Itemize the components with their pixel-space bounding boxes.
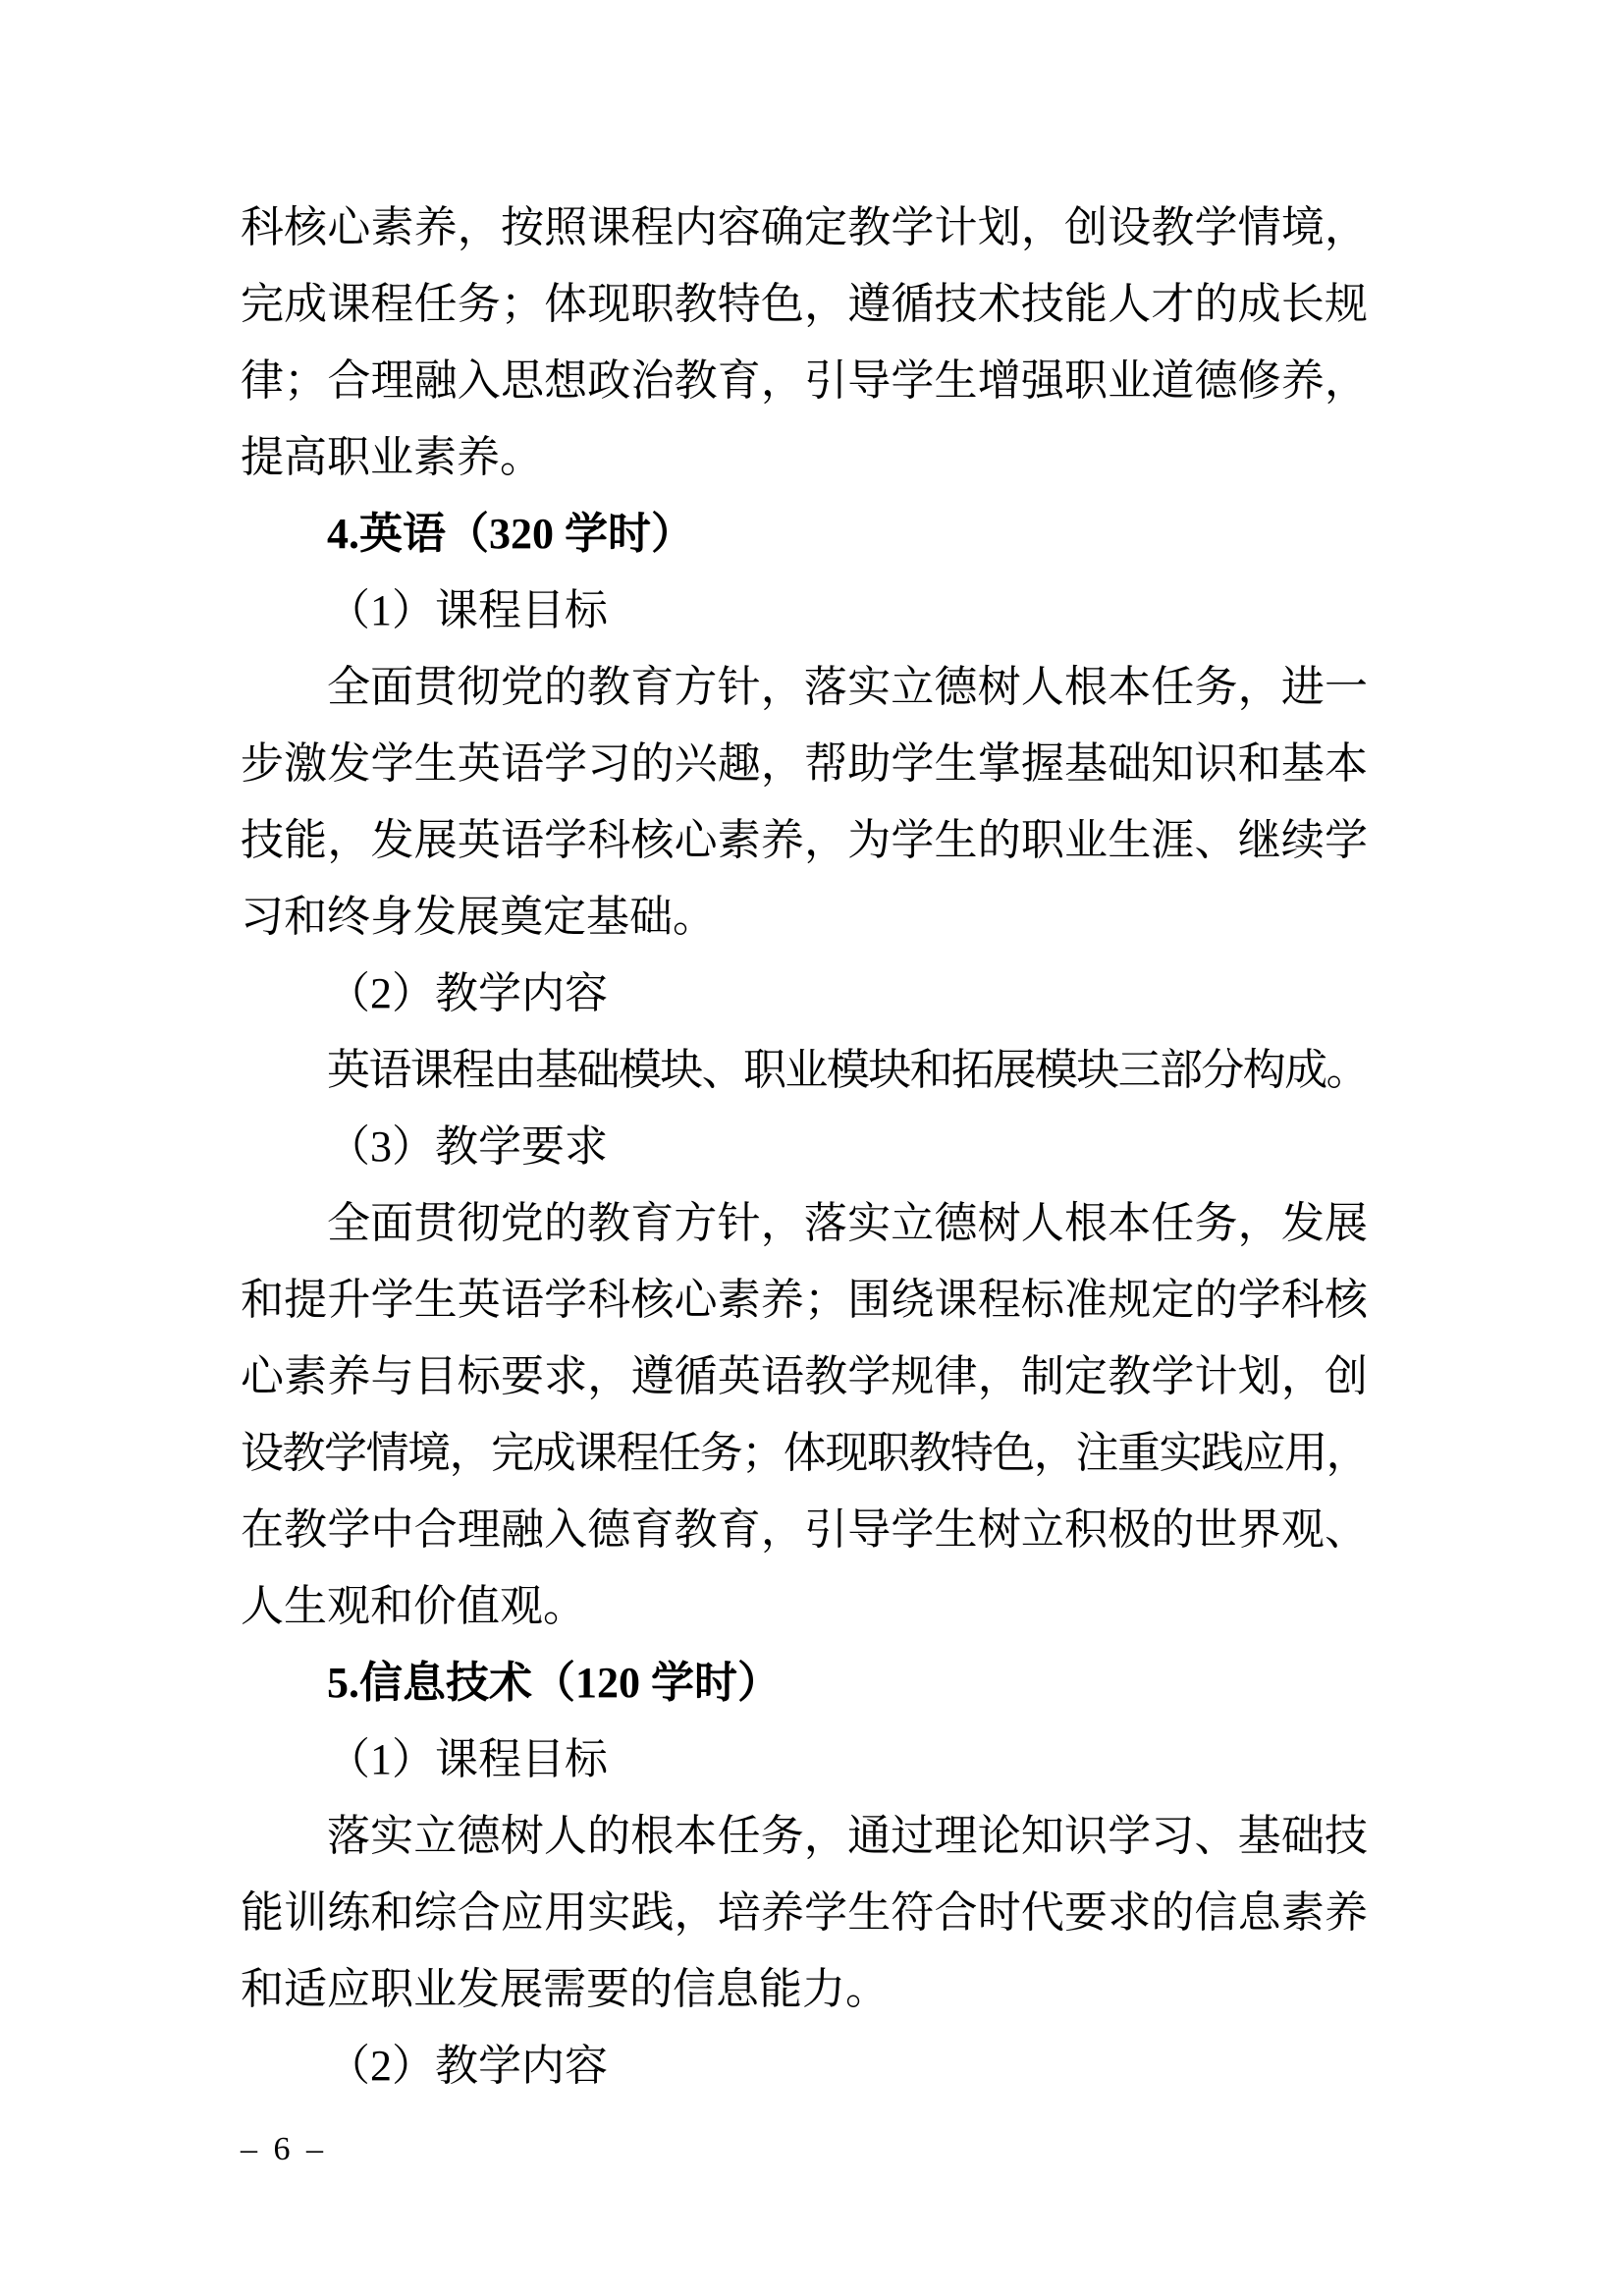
page-number: – 6 – bbox=[241, 2131, 323, 2167]
body-text-line: 律；合理融入思想政治教育，引导学生增强职业道德修养， bbox=[241, 356, 1368, 405]
body-text-line: 心素养与目标要求，遵循英语教学规律，制定教学计划，创 bbox=[241, 1352, 1368, 1400]
body-text-line: 落实立德树人的根本任务，通过理论知识学习、基础技 bbox=[327, 1812, 1368, 1860]
course-heading-english: 4.英语（320 学时） bbox=[327, 510, 694, 558]
body-text-line: 在教学中合理融入德育教育，引导学生树立积极的世界观、 bbox=[241, 1505, 1368, 1554]
body-text-line: 英语课程由基础模块、职业模块和拓展模块三部分构成。 bbox=[327, 1046, 1368, 1094]
subheading-teaching-content: （2）教学内容 bbox=[327, 2042, 608, 2090]
body-text-line: 习和终身发展奠定基础。 bbox=[241, 893, 716, 941]
body-text-line: 和适应职业发展需要的信息能力。 bbox=[241, 1965, 889, 2013]
body-text-line: 和提升学生英语学科核心素养；围绕课程标准规定的学科核 bbox=[241, 1276, 1368, 1324]
body-text-line: 科核心素养，按照课程内容确定教学计划，创设教学情境， bbox=[241, 203, 1368, 251]
body-text-line: 能训练和综合应用实践，培养学生符合时代要求的信息素养 bbox=[241, 1888, 1368, 1937]
subheading-teaching-content: （2）教学内容 bbox=[327, 969, 608, 1017]
body-text-line: 人生观和价值观。 bbox=[241, 1582, 586, 1630]
subheading-course-objectives: （1）课程目标 bbox=[327, 586, 608, 634]
course-heading-information-technology: 5.信息技术（120 学时） bbox=[327, 1659, 781, 1707]
body-text-line: 提高职业素养。 bbox=[241, 433, 543, 481]
subheading-teaching-requirements: （3）教学要求 bbox=[327, 1122, 608, 1171]
body-text-line: 设教学情境，完成课程任务；体现职教特色，注重实践应用， bbox=[241, 1429, 1368, 1477]
body-text-line: 完成课程任务；体现职教特色，遵循技术技能人才的成长规 bbox=[241, 280, 1368, 328]
body-text-line: 技能，发展英语学科核心素养，为学生的职业生涯、继续学 bbox=[241, 816, 1368, 864]
subheading-course-objectives: （1）课程目标 bbox=[327, 1735, 608, 1783]
document-body bbox=[241, 190, 1368, 2105]
body-text-line: 全面贯彻党的教育方针，落实立德树人根本任务，发展 bbox=[327, 1199, 1368, 1247]
body-text-line: 全面贯彻党的教育方针，落实立德树人根本任务，进一 bbox=[327, 663, 1368, 711]
body-text-line: 步激发学生英语学习的兴趣，帮助学生掌握基础知识和基本 bbox=[241, 739, 1368, 788]
